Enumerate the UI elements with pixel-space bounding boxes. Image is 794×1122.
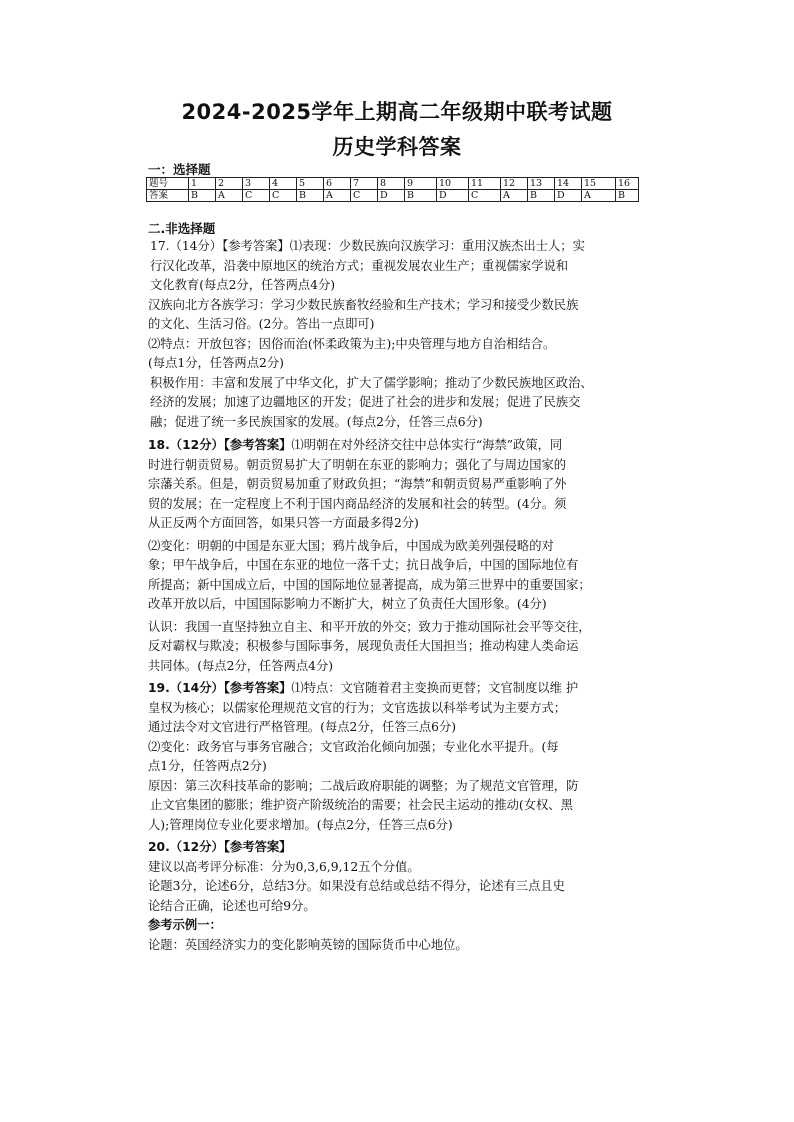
page-title: 2024-2025学年上期高二年级期中联考试题 bbox=[181, 100, 613, 124]
question-label: 17.（14分）【参考答案】 bbox=[150, 239, 290, 253]
answer-line: 贸的发展；在一定程度上不利于国内商品经济的发展和社会的转型。(4分。须 bbox=[148, 496, 567, 511]
table-cell: 1 bbox=[189, 178, 216, 190]
table-cell: A bbox=[582, 190, 616, 202]
answer-line: 融；促进了统一多民族国家的发展。(每点2分，任答三点6分) bbox=[150, 414, 483, 429]
answer-line: 时进行朝贡贸易。朝贡贸易扩大了明朝在东亚的影响力；强化了与周边国家的 bbox=[148, 457, 567, 472]
answer-line: 论题3分，论述6分，总结3分。如果没有总结或总结不得分，论述有三点且史 bbox=[148, 879, 565, 893]
table-cell: C bbox=[243, 190, 270, 202]
table-cell: 3 bbox=[243, 178, 270, 190]
answer-line: 建议以高考评分标准：分为0,3,6,9,12五个分值。 bbox=[148, 859, 420, 874]
table-cell: 12 bbox=[501, 178, 528, 190]
table-cell: 4 bbox=[270, 178, 297, 190]
table-cell: A bbox=[501, 190, 528, 202]
answer-line: 论题：英国经济实力的变化影响英镑的国际货币中心地位。 bbox=[148, 937, 468, 952]
table-cell: D bbox=[378, 190, 405, 202]
answer-line: 文化教育(每点2分，任答两点4分) bbox=[150, 278, 336, 292]
answer-line: ⑴明朝在对外经济交往中总体实行“海禁”政策，同 bbox=[291, 438, 563, 452]
answer-line: 积极作用：丰富和发展了中华文化，扩大了儒学影响；推动了少数民族地区政治、 bbox=[150, 375, 593, 390]
answer-block-q18 bbox=[148, 436, 653, 676]
answer-line: 从正反两个方面回答，如果只答一方面最多得2分) bbox=[148, 516, 419, 530]
table-cell: 13 bbox=[528, 178, 555, 190]
table-cell: 7 bbox=[351, 178, 378, 190]
answer-line: 汉族向北方各族学习：学习少数民族畜牧经验和生产技术；学习和接受少数民族 bbox=[148, 297, 579, 312]
answer-line: ⑵特点：开放包容；因俗而治(怀柔政策为主);中央管理与地方自治相结合。 bbox=[148, 336, 556, 351]
table-cell: 10 bbox=[437, 178, 469, 190]
answer-line: 行汉化改革，沿袭中原地区的统治方式；重视发展农业生产；重视儒家学说和 bbox=[150, 258, 569, 273]
table-cell: C bbox=[351, 190, 378, 202]
table-cell: 15 bbox=[582, 178, 616, 190]
question-label: 19.（14分）【参考答案】 bbox=[148, 681, 292, 695]
answer-line: 共同体。(每点2分，任答两点4分) bbox=[148, 658, 334, 673]
answer-table bbox=[146, 177, 639, 202]
answer-line: 象；甲午战争后，中国在东亚的地位一落千丈；抗日战争后，中国的国际地位有 bbox=[148, 558, 579, 572]
answer-line: ⑴特点：文官随着君主变换而更替；文官制度以维 护 bbox=[291, 681, 579, 695]
answer-line: 所提高；新中国成立后，中国的国际地位显著提高，成为第三世界中的重要国家； bbox=[148, 577, 591, 592]
answer-line: 宗藩关系。但是，朝贡贸易加重了财政负担；“海禁”和朝贡贸易严重影响了外 bbox=[148, 477, 567, 491]
table-cell: D bbox=[437, 190, 469, 202]
question-label: 20.（12分）【参考答案】 bbox=[148, 840, 292, 854]
table-cell: 11 bbox=[469, 178, 501, 190]
answer-line: 皇权为核心；以儒家伦理规范文官的行为；文官选拔以科举考试为主要方式； bbox=[148, 700, 567, 715]
page-subtitle: 历史学科答案 bbox=[332, 135, 462, 159]
answer-line: 改革开放以后，中国国际影响力不断扩大，树立了负责任大国形象。(4分) bbox=[148, 597, 547, 611]
table-cell: 16 bbox=[616, 178, 639, 190]
answer-line: (每点1分，任答两点2分) bbox=[148, 356, 284, 370]
answer-line: 论结合正确，论述也可给9分。 bbox=[148, 898, 316, 913]
answer-line: 反对霸权与欺凌；积极参与国际事务，展现负责任大国担当；推动构建人类命运 bbox=[148, 639, 579, 653]
table-row-answers bbox=[147, 190, 639, 202]
table-cell: A bbox=[324, 190, 351, 202]
answer-line: 点1分，任答两点2分) bbox=[148, 759, 267, 773]
table-cell: 题号 bbox=[147, 178, 189, 190]
table-cell: A bbox=[216, 190, 243, 202]
table-cell: B bbox=[528, 190, 555, 202]
answer-block-q19 bbox=[148, 679, 653, 835]
example-heading: 参考示例一： bbox=[148, 918, 222, 932]
question-label: 18.（12分）【参考答案】 bbox=[148, 438, 292, 452]
answer-line: 认识：我国一直坚持独立自主、和平开放的外交；致力于推动国际社会平等交往， bbox=[148, 619, 591, 634]
table-cell: B bbox=[405, 190, 437, 202]
answer-line: ⑵变化：政务官与事务官融合；文官政治化倾向加强；专业化水平提升。(每 bbox=[148, 739, 559, 754]
table-cell: 8 bbox=[378, 178, 405, 190]
table-cell: B bbox=[616, 190, 639, 202]
table-cell: C bbox=[270, 190, 297, 202]
table-row-numbers bbox=[147, 178, 639, 190]
answer-block-q17 bbox=[148, 237, 653, 432]
table-cell: 5 bbox=[297, 178, 324, 190]
answer-line: 通过法令对文官进行严格管理。(每点2分，任答三点6分) bbox=[148, 720, 457, 734]
answer-line: 原因：第三次科技革命的影响；二战后政府职能的调整；为了规范文官管理，防 bbox=[148, 778, 579, 793]
answer-line: 人);管理岗位专业化要求增加。(每点2分，任答三点6分) bbox=[148, 817, 453, 832]
table-cell: B bbox=[297, 190, 324, 202]
section-heading-nonchoice: 二.非选择题 bbox=[148, 221, 216, 236]
table-cell: 14 bbox=[555, 178, 582, 190]
section-heading-choice: 一：选择题 bbox=[148, 162, 211, 177]
answer-line: ⑵变化：明朝的中国是东亚大国；鸦片战争后，中国成为欧美列强侵略的对 bbox=[148, 538, 554, 553]
table-cell: 9 bbox=[405, 178, 437, 190]
table-cell: B bbox=[189, 190, 216, 202]
table-cell: 6 bbox=[324, 178, 351, 190]
table-cell: D bbox=[555, 190, 582, 202]
answer-line: 经济的发展；加速了边疆地区的开发；促进了社会的进步和发展；促进了民族交 bbox=[150, 395, 581, 409]
answer-line: 的文化、生活习俗。(2分。答出一点即可) bbox=[148, 317, 375, 331]
table-cell: 答案 bbox=[147, 190, 189, 202]
answer-line: 止文官集团的膨胀；维护资产阶级统治的需要；社会民主运动的推动(女权、黑 bbox=[150, 798, 573, 812]
answer-line: ⑴表现：少数民族向汉族学习：重用汉族杰出士人；实 bbox=[289, 239, 585, 253]
table-cell: 2 bbox=[216, 178, 243, 190]
answer-block-q20 bbox=[148, 838, 653, 955]
table-cell: C bbox=[469, 190, 501, 202]
